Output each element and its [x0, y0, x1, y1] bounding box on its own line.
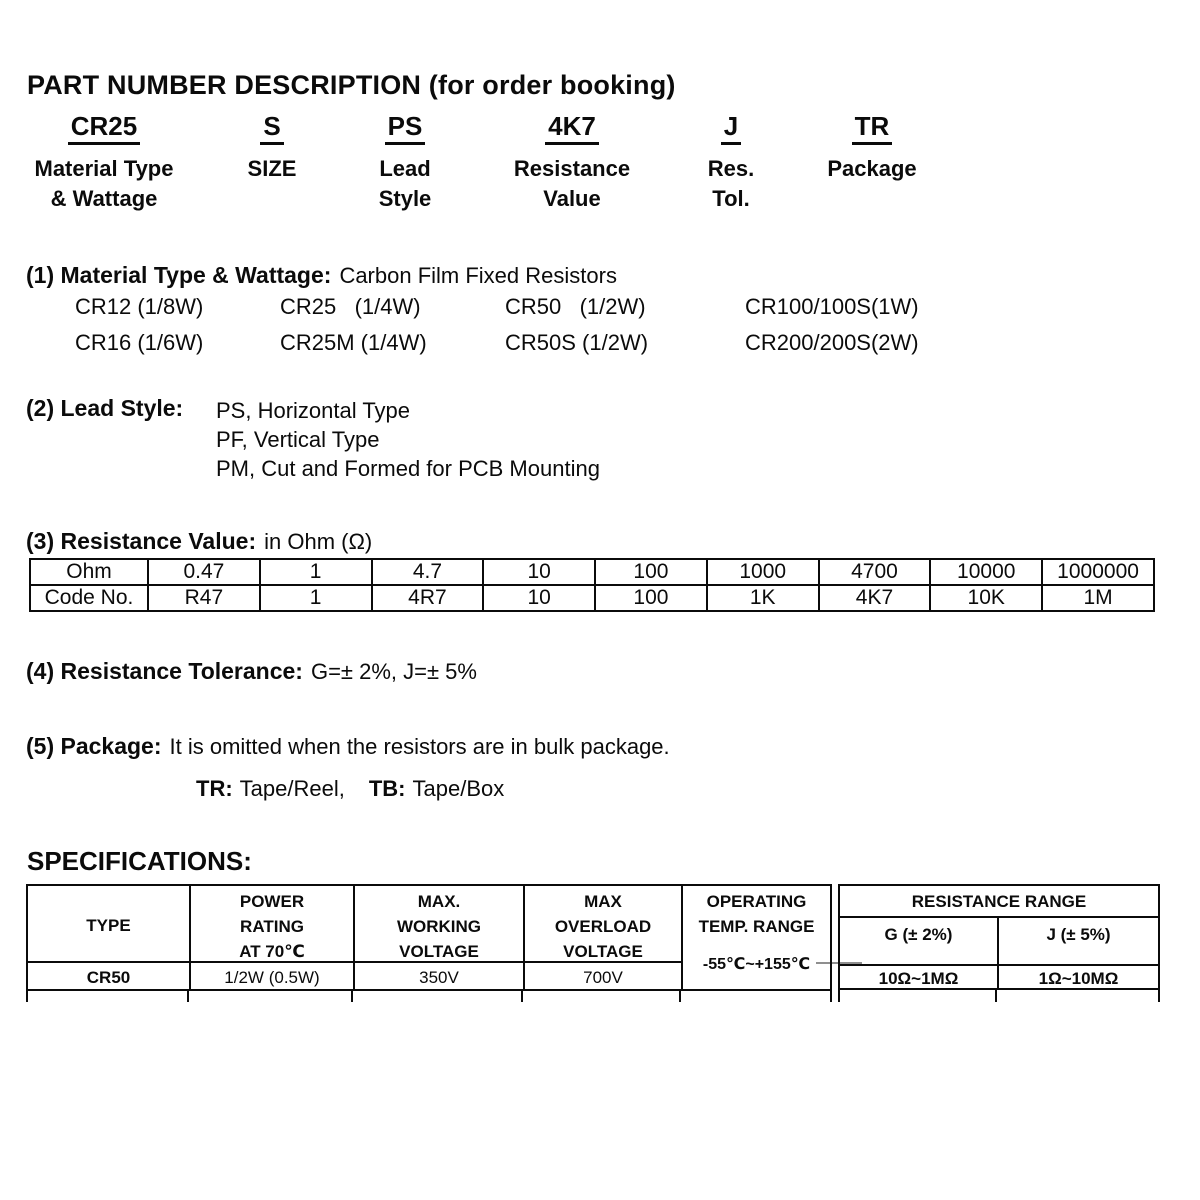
table-cell: 0.47 — [148, 559, 260, 585]
header-line: MAX. — [417, 892, 461, 911]
lead-item: PF, Vertical Type — [216, 427, 380, 452]
table-border-stub — [187, 991, 189, 1002]
spec-header-overload-voltage — [525, 889, 681, 964]
spec-cell-type: CR50 — [86, 968, 131, 987]
table-cell: 10000 — [930, 559, 1042, 585]
package-options-line — [196, 776, 504, 802]
table-border-stub — [679, 991, 681, 1002]
part-label-resistance — [487, 154, 657, 214]
table-cell: 1000000 — [1042, 559, 1154, 585]
table-border-stub — [838, 990, 840, 1002]
material-item: CR12 (1/8W) — [75, 294, 204, 319]
table-cell: 1M — [1042, 585, 1154, 611]
tolerance-heading-label: (4) Resistance Tolerance: — [26, 658, 303, 684]
resistance-heading-value: in Ohm (Ω) — [264, 529, 373, 554]
row-header-code: Code No. — [30, 585, 148, 611]
spec-header-temp-range — [683, 889, 830, 939]
table-row-ohm — [30, 559, 1154, 585]
table-cell: 1 — [260, 585, 372, 611]
table-cell: 4.7 — [372, 559, 484, 585]
spec-table — [26, 884, 832, 991]
material-item: CR50S (1/2W) — [505, 330, 649, 355]
table-cell: 10 — [483, 585, 595, 611]
table-gridline — [840, 916, 1158, 918]
table-border-stub — [26, 991, 28, 1002]
section-resistance-heading — [26, 528, 372, 555]
section-material-heading — [26, 262, 617, 289]
package-heading-value: It is omitted when the resistors are in bulk package. — [169, 734, 670, 759]
table-cell: 4R7 — [372, 585, 484, 611]
spec-cell-range-g: 10Ω~1MΩ — [878, 969, 959, 988]
header-line: POWER — [239, 892, 305, 911]
package-tb-value: Tape/Box — [412, 776, 505, 801]
part-label-line: & Wattage — [50, 186, 158, 211]
table-cell: 1 — [260, 559, 372, 585]
header-line: TEMP. RANGE — [698, 917, 815, 936]
page-title: PART NUMBER DESCRIPTION (for order booking) — [27, 70, 676, 100]
table-cell: R47 — [148, 585, 260, 611]
table-border-stub — [351, 991, 353, 1002]
header-line: OPERATING — [706, 892, 807, 911]
part-column-tolerance — [691, 112, 771, 214]
material-item: CR25M (1/4W) — [280, 330, 427, 355]
part-column-material — [20, 112, 188, 214]
header-line: OVERLOAD — [554, 917, 652, 936]
lead-style-list — [216, 396, 600, 483]
header-line: WORKING — [396, 917, 482, 936]
table-border-stub — [521, 991, 523, 1002]
package-tr-label: TR: — [196, 776, 233, 801]
part-label-size — [222, 154, 322, 184]
part-label-tolerance — [691, 154, 771, 214]
part-label-line: Res. — [707, 156, 755, 181]
part-code-resistance: 4K7 — [545, 112, 599, 145]
lead-item: PM, Cut and Formed for PCB Mounting — [216, 456, 600, 481]
spec-header-type: TYPE — [86, 916, 131, 935]
resistance-heading-label: (3) Resistance Value: — [26, 528, 257, 554]
table-cell: 100 — [595, 559, 707, 585]
tolerance-heading-value: G=± 2%, J=± 5% — [310, 659, 477, 684]
package-tb-label: TB: — [368, 776, 406, 801]
material-item: CR200/200S(2W) — [745, 330, 919, 355]
resistance-code-table — [29, 558, 1155, 612]
lead-item: PS, Horizontal Type — [216, 398, 411, 423]
spec-cell-working-voltage: 350V — [419, 968, 459, 987]
spec-cell-power: 1/2W (0.5W) — [224, 968, 320, 987]
material-heading-label: (1) Material Type & Wattage: — [26, 262, 332, 288]
material-item: CR100/100S(1W) — [745, 294, 919, 319]
part-column-resistance — [487, 112, 657, 214]
part-code-tolerance: J — [721, 112, 741, 145]
part-code-material: CR25 — [68, 112, 140, 145]
header-line: VOLTAGE — [399, 942, 479, 961]
material-item: CR16 (1/6W) — [75, 330, 204, 355]
section-lead-heading: (2) Lead Style: — [26, 395, 184, 421]
part-label-line: SIZE — [247, 156, 297, 181]
part-label-line: Value — [543, 186, 601, 211]
part-column-lead — [350, 112, 460, 214]
part-column-size — [222, 112, 322, 184]
table-border-stub — [830, 991, 832, 1002]
part-label-line: Lead — [379, 156, 431, 181]
table-cell: 4700 — [819, 559, 931, 585]
resistance-range-header: RESISTANCE RANGE — [911, 892, 1087, 911]
part-label-lead — [350, 154, 460, 214]
spec-header-tolerance-j: J (± 5%) — [1046, 925, 1111, 944]
spec-cell-temp-range: -55℃~+155℃ — [702, 956, 811, 973]
table-cell: 10K — [930, 585, 1042, 611]
part-code-package: TR — [852, 112, 893, 145]
table-cell: 4K7 — [819, 585, 931, 611]
part-column-package — [812, 112, 932, 184]
part-label-line: Style — [378, 186, 432, 211]
part-code-size: S — [260, 112, 283, 145]
part-label-package — [812, 154, 932, 184]
section-tolerance-heading — [26, 658, 477, 685]
table-cell: 1K — [707, 585, 819, 611]
specifications-title: SPECIFICATIONS: — [27, 846, 252, 876]
package-heading-label: (5) Package: — [26, 733, 162, 759]
spec-header-tolerance-g: G (± 2%) — [884, 925, 953, 944]
header-line: AT 70℃ — [239, 942, 305, 961]
part-label-line: Package — [827, 156, 917, 181]
part-label-line: Material Type — [34, 156, 174, 181]
spec-header-working-voltage — [355, 889, 523, 964]
table-cell: 10 — [483, 559, 595, 585]
spec-cell-range-j: 1Ω~10MΩ — [1038, 969, 1119, 988]
header-line: MAX — [584, 892, 622, 911]
header-line: RATING — [240, 917, 304, 936]
table-border-stub — [995, 990, 997, 1002]
resistance-range-table — [838, 884, 1160, 990]
spec-header-power — [191, 889, 353, 964]
header-line: VOLTAGE — [563, 942, 643, 961]
material-heading-value: Carbon Film Fixed Resistors — [339, 263, 617, 288]
section-package-heading — [26, 733, 670, 760]
part-label-line: Tol. — [712, 186, 750, 211]
package-tr-value: Tape/Reel, — [239, 776, 345, 801]
table-cell: 1000 — [707, 559, 819, 585]
material-item: CR50 (1/2W) — [505, 294, 646, 319]
part-code-lead: PS — [385, 112, 426, 145]
table-border-stub — [1158, 990, 1160, 1002]
material-item: CR25 (1/4W) — [280, 294, 421, 319]
table-row-code — [30, 585, 1154, 611]
spec-cell-overload-voltage: 700V — [583, 968, 623, 987]
part-label-material — [20, 154, 188, 214]
part-label-line: Resistance — [513, 156, 631, 181]
row-header-ohm: Ohm — [30, 559, 148, 585]
table-cell: 100 — [595, 585, 707, 611]
